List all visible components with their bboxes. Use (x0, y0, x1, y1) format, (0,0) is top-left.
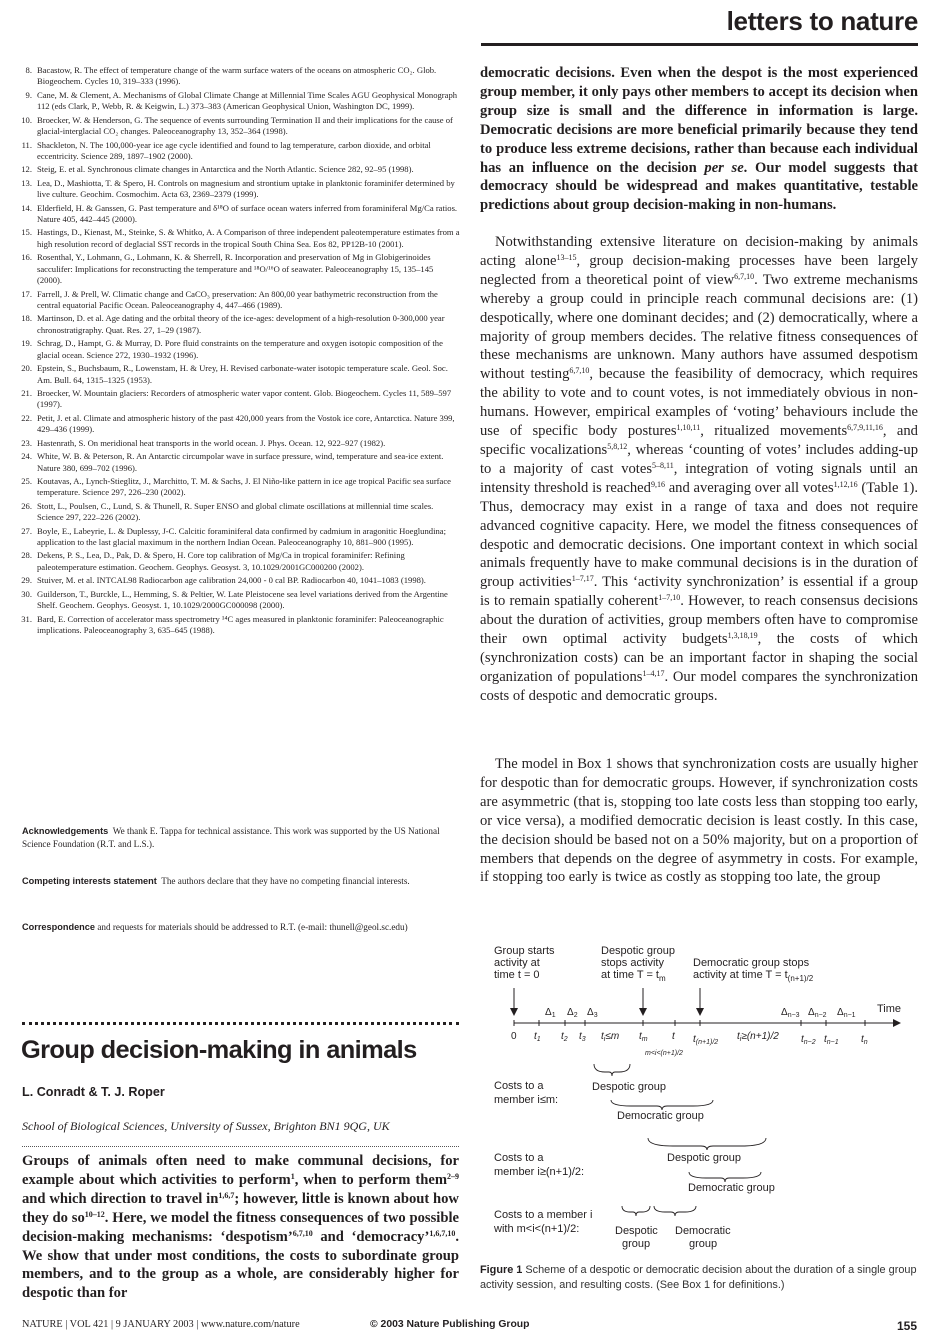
reference-text: Koutavas, A., Lynch-Stieglitz, J., Marchitto, T. M. & Sachs, J. El Niño-like pattern in ice age tropical Pacific sea surface temperature. Science 297, 226–230 (2002). (37, 475, 451, 498)
svg-text:Δn−1: $\Delta_{n-1}$ (837, 1007, 856, 1019)
decision-timeline-diagram (481, 936, 919, 1256)
reference-item (20, 164, 460, 175)
reference-text: Dekens, P. S., Lea, D., Pak, D. & Spero, H. Core top calibration of Mg/Ca in tropical foraminifer: Refining paleotemperature estimation. Geochem. Geophys. Geosyst. 3, 10.1029/2001GC000200 (2002). (37, 550, 405, 572)
svg-text:tn−2: $t_{n-2}$ (801, 1034, 816, 1046)
reference-number: 18. (21, 313, 32, 324)
reference-item (20, 589, 460, 612)
reference-item (20, 501, 460, 524)
reference-text: Boyle, E., Labeyrie, L. & Duplessy, J-C. Calcitic foraminiferal data confirmed by cadmium in aragonitic Hoeglundina; application to the last glacial maximum in the northern Indian Ocean. Paleoceanography 10, 881–900 (1995). (37, 525, 446, 548)
timeline-tick-labels (511, 1031, 868, 1057)
reference-item (20, 115, 460, 138)
reference-item (20, 90, 460, 113)
label-democratic-stop: Democratic group stops activity at time $T = t_{(n+1)/2}$ (693, 957, 814, 983)
svg-text:0: 0 (511, 1031, 517, 1042)
reference-text: Hastings, D., Kienast, M., Steinke, S. & Whitko, A. A Comparison of three independent paleotemperature estimates from a high resolution record of deglacial SST records in the tropical South China Sea. Eos 82, PP12B-10 (2001). (37, 227, 460, 249)
reference-item (20, 252, 460, 286)
reference-number: 25. (21, 475, 32, 486)
label-start: Group starts activity at time t = 0 (494, 945, 555, 981)
democratic-group-label: Democratic group (688, 1182, 775, 1194)
reference-text: Broecker, W. & Henderson, G. The sequence of events surrounding Termination II and their implications for the cause of glacial-interglacial CO₂ changes. Paleoceanography 13, 352–364 (1998). (37, 114, 453, 137)
reference-number: 16. (21, 252, 32, 263)
reference-item (20, 388, 460, 411)
reference-item (20, 140, 460, 163)
reference-text: Shackleton, N. The 100,000-year ice age cycle identified and found to lag temperature, carbon dioxide, and orbital eccentricity. Science 289, 1897–1902 (2000). (37, 139, 431, 161)
reference-item (20, 178, 460, 201)
reference-item (20, 227, 460, 250)
reference-item (20, 203, 460, 226)
reference-number: 24. (21, 451, 32, 462)
reference-number: 10. (21, 114, 32, 125)
despotic-label: Despotic group (615, 1225, 658, 1250)
body-paragraph: The model in Box 1 shows that synchronization costs are usually higher for despotic than for democratic groups. However, if synchronization costs are asymmetric (that is, stopping too late costs less than stopping too early, or vice versa), a modified democratic decision is least costly. In this case, the decision should be based not on a 50% majority, but on a proportion of members that depends on the degree of asymmetry in costs. For example, if stopping too early is twice as costly as stopping too late, the group (480, 756, 918, 886)
reference-text: Martinson, D. et al. Age dating and the orbital theory of the ice-ages: development of a high-resolution 0-300,000 year chronostratigraphy. Quat. Res. 27, 1–29 (1987). (37, 313, 445, 335)
reference-number: 20. (21, 363, 32, 374)
svg-text:t3: $t_3$ (579, 1031, 586, 1043)
reference-item (20, 338, 460, 361)
correspondence: Correspondence and requests for materials should be addressed to R.T. (e-mail: thunell@geol.sc.edu) (22, 922, 408, 932)
reference-text: Steig, E. et al. Synchronous climate changes in Antarctica and the North Atlantic. Science 282, 92–95 (1998). (37, 164, 414, 175)
section-title: letters to nature (726, 6, 918, 36)
svg-text:tn−1: $t_{n-1}$ (824, 1034, 839, 1046)
reference-item (20, 451, 460, 474)
reference-text: Epstein, S., Buchsbaum, R., Lowenstam, H. & Urey, H. Revised carbonate-water isotopic temperature scale. Geol. Soc. Am. Bull. 64, 1315–1325 (1953). (37, 363, 448, 385)
svg-text:Δn−2: $\Delta_{n-2}$ (808, 1007, 827, 1019)
svg-text:Δn−3: $\Delta_{n-3}$ (781, 1007, 800, 1019)
svg-text:t(n+1)/2: $t_{(n+1)/2}$ (693, 1034, 719, 1046)
reference-item (20, 526, 460, 549)
svg-text:Δ3: $\Delta_3$ (587, 1007, 598, 1019)
reference-item (20, 363, 460, 386)
reference-number: 21. (21, 387, 32, 398)
reference-number: 31. (21, 613, 32, 624)
acknowledgements: Acknowledgements We thank E. Tappa for technical assistance. This work was supported by the US National Science Foundation (R.T. and L.S.). (22, 826, 440, 849)
reference-text: Lea, D., Mashiotta, T. & Spero, H. Controls on magnesium and strontium uptake in planktonic foraminifer determined by live culture. Geochim. Cosmochim. Acta 63, 2369–2379 (1999). (37, 177, 455, 200)
costs-member-m-label: Costs to a member i≤m: (494, 1080, 559, 1106)
reference-number: 13. (21, 177, 32, 188)
figure-caption: Figure 1 Scheme of a despotic or democratic decision about the duration of a single group activity session, and resulting costs. (See Box 1 for definitions.) (480, 1264, 917, 1292)
reference-number: 26. (21, 500, 32, 511)
footer-journal-info: NATURE | VOL 421 | 9 JANUARY 2003 | www.nature.com/nature (22, 1319, 300, 1330)
svg-text:m<i<(n+1)/2: m<i<(n+1)/2 (645, 1050, 683, 1057)
democratic-label: Democratic group (675, 1225, 731, 1250)
svg-text:t1: $t_1$ (534, 1031, 541, 1043)
svg-text:tm: $t_m$ (639, 1031, 648, 1043)
despotic-group-label: Despotic group (592, 1081, 666, 1093)
reference-number: 22. (21, 412, 32, 423)
reference-item (20, 313, 460, 336)
article-title: Group decision-making in animals (21, 1036, 417, 1064)
reference-number: 11. (21, 139, 32, 150)
despotic-group-label: Despotic group (667, 1152, 741, 1164)
figure-1 (481, 936, 919, 1256)
reference-text: Rosenthal, Y., Lohmann, G., Lohmann, K. & Sherrell, R. Incorporation and preservation of Mg in Globigerinoides sacculifer: Implications for reconstructing the temperature and ¹⁸O/¹⁶O of seawater. Paleoceanography 15, 135–145 (2000). (37, 252, 434, 286)
reference-text: Farrell, J. & Prell, W. Climatic change and CaCO₃ preservation: An 800,00 year bathymetric reconstruction from the central equatorial Pacific Ocean. Paleoceanography 4, 447–466 (1989). (37, 288, 438, 311)
reference-text: Guilderson, T., Burckle, L., Hemming, S. & Peltier, W. Late Pleistocene sea level variations derived from the Argentine Shelf. Geochem. Geophys. Geosyst. 1, 10.1029/2000GC000098 (2000). (37, 588, 448, 611)
reference-text: Petit, J. et al. Climate and atmospheric history of the past 420,000 years from the Vostok ice core, Antarctica. Nature 399, 429–436 (1999). (37, 412, 455, 435)
reference-number: 12. (21, 164, 32, 175)
reference-number: 28. (21, 550, 32, 561)
abstract: Groups of animals often need to make communal decisions, for example about which activities to perform$^1$, when to perform them$^{2-9}$ and which direction to travel in$^{1,6,7}$; however, little is known about how they do $so^{10-12}$. Here, we model the fitness consequences of two possible decision-making mechanisms: ‘despotism’$^{6,7,10}$ and ‘democracy’$^{1,6,7,10}$. We show that under most conditions, the costs to subordinate group members, and to the group as a whole, are considerably higher for despotic than for (22, 1153, 459, 1302)
time-label: Time (877, 1003, 902, 1015)
affiliation-divider (22, 1146, 459, 1147)
reference-number: 23. (21, 437, 32, 448)
title-divider (22, 1022, 459, 1025)
reference-item (20, 614, 460, 637)
reference-item (20, 476, 460, 499)
reference-text: Cane, M. & Clement, A. Mechanisms of Global Climate Change at Millennial Time Scales AGU Geophysical Monograph 112 (eds Clark, P., Webb, R. & Keigwin, L.) 373–383 (American Geophysical Union, Washington DC, 1999). (37, 89, 458, 112)
svg-text:t: t (672, 1031, 675, 1042)
reference-text: White, W. B. & Peterson, R. An Antarctic circumpolar wave in surface pressure, wind, temperature and sea-ice extent. Nature 380, 699–702 (1996). (37, 451, 444, 473)
reference-text: Broecker, W. Mountain glaciers: Recorders of atmospheric water vapor content. Glob. Biogeochem. Cycles 11, 589–597 (1997). (37, 387, 452, 410)
costs-member-n-label: Costs to a member i≥(n+1)/2: (494, 1152, 585, 1178)
reference-number: 15. (21, 227, 32, 238)
abstract-continued: democratic decisions. Even when the despot is the most experienced group member, it only pays other members to accept its decision when group size is small and the difference in information is large. Democratic decisions are more beneficial primarily because they tend to produce less extreme decisions, rather than because each individual has an influence on the decision per se. Our model suggests that democracy should be widespread and makes quantitative, testable predictions about group decision-making in non-humans. (480, 65, 918, 214)
reference-text: Stott, L., Poulsen, C., Lund, S. & Thunell, R. Super ENSO and global climate oscillations at millennial time scales. Science 297, 222–226 (2002). (37, 500, 434, 523)
reference-number: 17. (21, 288, 32, 299)
reference-item (20, 575, 460, 586)
reference-number: 30. (21, 588, 32, 599)
reference-text: Stuiver, M. et al. INTCAL98 Radiocarbon age calibration 24,000 - 0 cal BP. Radiocarbon 40, 1041–1083 (1998). (37, 575, 426, 586)
reference-list (20, 65, 460, 638)
reference-item (20, 438, 460, 449)
reference-number: 19. (21, 338, 32, 349)
reference-text: Hastenrath, S. On meridional heat transports in the world ocean. J. Phys. Ocean. 12, 922–927 (1982). (37, 437, 386, 448)
reference-number: 27. (21, 525, 32, 536)
reference-number: 29. (21, 575, 32, 586)
footer-copyright: © 2003 Nature Publishing Group (370, 1319, 530, 1330)
reference-item (20, 289, 460, 312)
label-despotic-stop: Despotic group stops activity at time $T = t_m$ (601, 945, 675, 983)
svg-text:ti≥(n+1)/2: $t_i\ge(n+1)/2$ (737, 1031, 779, 1043)
reference-text: Bard, E. Correction of accelerator mass spectrometry ¹⁴C ages measured in planktonic foraminifer: Paleoceanographic implications. Paleoceanography 3, 635–645 (1988). (37, 613, 444, 635)
svg-text:t2: $t_2$ (561, 1031, 568, 1043)
democratic-group-label: Democratic group (617, 1110, 704, 1122)
page-number: 155 (896, 1319, 917, 1333)
reference-text: Bacastow, R. The effect of temperature change of the warm surface waters of the oceans on atmospheric CO₂. Glob. Biogeochem. Cycles 10, 319–333 (1996). (37, 65, 437, 87)
authors: L. Conradt & T. J. Roper (22, 1085, 165, 1099)
reference-item (20, 413, 460, 436)
costs-member-i-label: Costs to a member i with m<i<(n+1)/2: (494, 1209, 593, 1235)
competing-interests: Competing interests statement The authors declare that they have no competing financial interests. (22, 876, 410, 886)
reference-item (20, 65, 460, 88)
svg-text:Δ1: $\Delta_1$ (545, 1007, 556, 1019)
reference-number: 9. (25, 89, 32, 100)
reference-text: Elderfield, H. & Ganssen, G. Past temperature and δ¹⁸O of surface ocean waters inferred from foraminiferal Mg/Ca ratios. Nature 405, 442–445 (2000). (37, 202, 458, 225)
svg-text:ti≤m: $t_i\le m$ (601, 1031, 620, 1043)
reference-number: 14. (21, 202, 32, 213)
reference-number: 8. (25, 65, 32, 75)
body-paragraph: Notwithstanding extensive literature on decision-making by animals acting alone$^{13-15}$, group decision-making processes have been largely neglected from a theoretical point of view$^{6,7,10}$. Two extreme mechanisms whereby a group could in principle reach communal decisions are: (1) despotically, where one dominant decides; and (2) democratically, where a majority of group members decides. The relative fitness consequences of these mechanisms are unknown. Many authors have assumed despotism without testing$^{6,7,10}$, because the feasibility of democracy, which requires the ability to vote and to count votes, is not immediately obvious in non-humans. However, empirical examples of ‘voting’ behaviours include the use of specific body postures$^{1,10,11}$, ritualized movements$^{6,7,9,11,16}$, and specific vocalizations$^{5,8,12}$, whereas ‘counting of votes’ includes adding-up to a majority of cast votes$^{5-8,11}$, integration of voting signals until an intensity threshold is reached$^{9,16}$ and averaging over all votes$^{1,12,16}$ (Table 1). Thus, democracy may exist in a range of taxa and does not require advanced cognitive capacity. Here, we model the fitness consequences of despotic and democratic decisions. One important context in which social animals frequently have to make communal decisions is in the duration of group activities$^{1-7,17}$. This ‘activity synchronization’ is essential if a group is to remain spatially coherent$^{1-7,10}$. However, to reach consensus decisions about the duration of activities, group members often have to compromise their own optimal activity budgets$^{1,3,18,19}$, the costs of which (synchronization costs) can be an important factor in shaping the social organization of populations$^{1-4,17}$. Our model compares the synchronization costs of despotic and democratic groups. (480, 234, 919, 704)
reference-text: Schrag, D., Hampt, G. & Murray, D. Pore fluid constraints on the temperature and oxygen isotopic composition of the glacial ocean. Science 272, 1930–1932 (1996). (37, 338, 443, 360)
reference-item (20, 550, 460, 573)
svg-text:tn: $t_n$ (861, 1034, 868, 1046)
header-rule (481, 43, 918, 46)
affiliation: School of Biological Sciences, University of Sussex, Brighton BN1 9QG, UK (22, 1119, 390, 1133)
svg-text:Δ2: $\Delta_2$ (567, 1007, 578, 1019)
